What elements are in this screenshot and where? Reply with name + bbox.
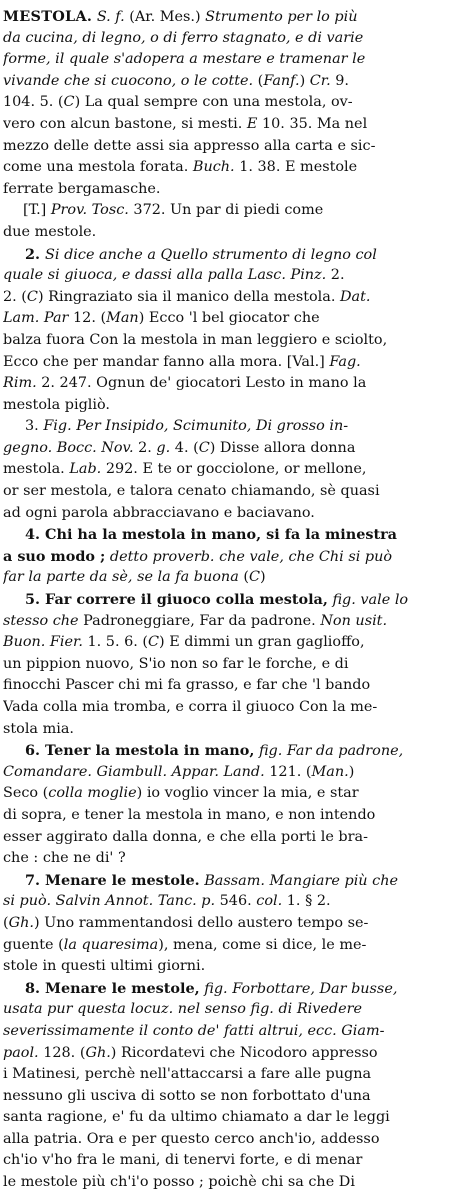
italic-text: Non usit. [320,612,388,629]
text-line [3,373,458,395]
text: ) E dimmi un gran gaglioffo, [159,634,365,651]
text: ) Disse allora donna [209,439,356,456]
text-line [3,157,458,179]
text-line [3,827,458,849]
text-line [3,352,458,374]
text: 121. ( [264,763,312,780]
text-line [3,416,458,438]
text-line [3,459,458,481]
text: ), mena, come si dice, le me- [158,936,367,953]
text: 128. ( [38,1044,86,1061]
bold-text: 4. Chi ha la mestola in mano, si fa la minestra [25,526,397,544]
text-line [3,438,458,460]
italic-text: g. [156,439,171,456]
text: stole in questi ultimi giorni. [3,958,206,975]
italic-text: Lam. Par [3,310,69,327]
italic-text: Fig. Per Insipido, Scimunito, Di grosso in- [43,418,349,435]
text: stola mia. [3,720,74,737]
text: or ser mestola, e talora cenato chiamando, sè quasi [3,483,380,500]
italic-text: Man. [311,763,349,780]
italic-text: C [148,634,160,651]
text-line [3,1086,458,1108]
text-line [3,978,458,1000]
text-line [3,805,458,827]
italic-text: gegno. Bocc. Nov. [3,439,134,456]
italic-text: Prov. Tosc. [50,202,129,219]
text-line [3,567,458,589]
italic-text: si può. Salvin Annot. Tanc. p. [3,893,216,910]
text-line [3,265,458,287]
italic-text: Lab. [69,461,102,478]
bold-text: 7. Menare le mestole. [25,871,200,889]
text-line [3,589,458,611]
text: 104. 5. ( [3,94,64,111]
italic-text: fig. Forbottare, Dar busse, [204,980,398,997]
bold-text: 6. Tener la mestola in mano, [25,742,255,760]
text: ) Uno rammentandosi dello austero tempo se- [33,914,369,931]
text-line [3,740,458,762]
bold-text: 8. Menare le mestole, [25,979,200,997]
text-line [3,1107,458,1129]
text: ch'io v'ho fra le mani, di tenervi forte, e di menar [3,1152,363,1169]
text: finocchi Pascer chi mi fa grasso, e far che 'l bando [3,677,371,694]
italic-text: Lasc. Pinz. [247,267,327,284]
text: 292. E te or gocciolone, or mellone, [101,461,367,478]
text: ( [253,72,264,89]
italic-text: Gh. [8,914,34,931]
text: Ecco che per mandar fanno alla mora. [Val.] [3,353,330,370]
text-line [3,222,458,244]
text: che : che ne di' ? [3,850,126,867]
italic-text: Gh. [85,1044,111,1061]
italic-text: S. f. [96,9,125,25]
text: ) La qual sempre con una mestola, ov- [74,94,353,111]
text-line [3,783,458,805]
text-line [3,49,458,71]
italic-text: col. [256,893,283,910]
italic-text: Buch. [192,159,235,176]
text-line [3,632,458,654]
text: balza fuora Con la mestola in man leggiero e sciolto, [3,331,388,348]
text: 3. [25,418,44,435]
text: due mestole. [3,223,97,240]
text: nessuno gli usciva di sotto se non forbottato d'una [3,1087,371,1104]
text-line [3,330,458,352]
dictionary-entry-mestola [3,6,458,1194]
text-line [3,179,458,201]
italic-text: quale si giuoca, e dassi alla palla [3,267,244,284]
italic-text: Fag. [329,353,361,370]
text: Vada colla mia tromba, e corra il giuoco Con la me- [3,699,378,715]
text-line [3,92,458,114]
text-line [3,287,458,309]
text-line [3,1043,458,1065]
text: mezzo delle dette assi sia appresso alla carta e sic- [3,137,376,154]
italic-text: Man [106,310,139,327]
text-line [3,6,458,28]
text-line [3,308,458,330]
italic-text: severissimamente il conto de' fatti altrui, ecc. Giam- [3,1022,385,1039]
text: ) [260,569,266,586]
text-line [3,1150,458,1172]
text-line [3,524,458,546]
text: santa ragione, e' fu da ultimo chiamato a dar le leggi [3,1109,390,1126]
text-line [3,762,458,784]
text: ) Ecco 'l bel giocator che [138,310,320,327]
italic-text: Dat. [340,288,371,305]
text: Seco ( [3,785,49,802]
text: 1. § 2. [282,893,331,910]
text: esser aggirato dalla donna, e che ella porti le bra- [3,828,368,845]
text-line [3,28,458,50]
italic-text: stesso che [3,612,79,629]
text: 372. Un par di piedi come [128,202,324,219]
text: i Matinesi, perchè nell'attaccarsi a fare alle pugna [3,1066,372,1083]
text-line [3,848,458,870]
text-line [3,1172,458,1194]
italic-text: Fanf. [263,72,300,89]
text-line [3,1129,458,1151]
text: 2. [133,439,157,456]
text: vero con alcun bastone, si mesti. [3,115,247,132]
italic-text: paol. [3,1044,39,1061]
text: ) [299,72,310,89]
italic-text: C [63,94,75,111]
text-line [3,935,458,957]
text-line [3,654,458,676]
italic-text: Strumento per lo più [205,9,358,25]
text: mestola pigliò. [3,396,110,413]
text-line [3,503,458,525]
text: 1. 38. E mestole [234,159,358,176]
italic-text: Si dice anche a Quello strumento di legno col [45,246,377,263]
text: 9. [330,72,349,89]
bold-text: 5. Far correre il giuoco colla mestola, [25,591,328,609]
italic-text: vivande che si cuocono, o le cotte. [3,72,254,89]
text-line [3,395,458,417]
text-line [3,1064,458,1086]
italic-text: detto proverb. che vale, che Chi si può [109,548,393,565]
text: alla patria. Ora e per questo cerco anch'io, addesso [3,1130,380,1147]
text-line [3,956,458,978]
text-line [3,244,458,266]
text-line [3,71,458,93]
text: ) [348,763,355,780]
italic-text: Comandare. Giambull. Appar. Land. [3,763,265,780]
italic-text: C [248,569,260,586]
text: un pippion nuovo, S'io non so far le forche, e di [3,655,349,672]
text-line [3,1021,458,1043]
text-line [3,136,458,158]
text: ( [238,569,249,586]
text: 10. 35. Ma nel [257,115,368,132]
text: 2. ( [3,288,27,305]
text: mestola. [3,461,70,478]
text-line [3,611,458,633]
text-line [3,546,458,568]
italic-text: fig. vale lo [332,592,409,609]
bold-text: a suo modo ; [3,547,106,565]
headword: MESTOLA. [3,8,93,25]
text-line [3,999,458,1021]
italic-text: C [198,439,210,456]
text: 4. ( [170,439,199,456]
text-line [3,870,458,892]
text: di sopra, e tener la mestola in mano, e non intendo [3,806,376,823]
text: ( [3,914,9,931]
text-line [3,891,458,913]
text: 1. 5. 6. ( [82,634,149,651]
text: ferrate bergamasche. [3,180,161,197]
text: 12. ( [68,310,107,327]
italic-text: Rim. [3,375,37,392]
text: le mestole più ch'i'o posso ; poichè chi sa che Di [3,1174,355,1191]
text: ) io voglio vincer la mia, e star [136,785,359,802]
text: (Ar. Mes.) [124,9,206,25]
text-line [3,913,458,935]
text-line [3,200,458,222]
text: 546. [215,893,257,910]
italic-text: usata pur questa locuz. nel senso fig. di Rivedere [3,1001,363,1018]
italic-text: C [26,288,38,305]
italic-text: Cr. [309,72,331,89]
text: ) Ringraziato sia il manico della mestola. [37,288,341,305]
text-line [3,719,458,741]
text: guente ( [3,936,64,953]
italic-text: la quaresima [63,936,159,953]
text: ) Ricordatevi che Nicodoro appresso [110,1044,378,1061]
italic-text: forme, il quale s'adopera a mestare e tramenar le [3,51,366,68]
italic-text: Bassam. Mangiare più che [204,872,398,889]
text-line [3,675,458,697]
text: 2. 247. Ognun de' giocatori Lesto in mano la [36,375,367,392]
text: ad ogni parola abbracciavano e baciavano. [3,504,315,521]
italic-text: colla moglie [48,785,137,802]
text-line [3,114,458,136]
italic-text: Buon. Fier. [3,634,83,651]
text-line [3,481,458,503]
text: come una mestola forata. [3,159,193,176]
text: 2. [326,267,345,284]
italic-text: fig. Far da padrone, [258,743,404,760]
text-line [3,697,458,719]
text: [T.] [23,202,51,219]
italic-text: far la parte da sè, se la fa buona [3,569,239,586]
italic-text: da cucina, di legno, o di ferro stagnato, e di varie [3,29,364,46]
bold-text: 2. [25,245,46,263]
text: Padroneggiare, Far da padrone. [78,612,321,629]
italic-text: E [246,115,258,132]
